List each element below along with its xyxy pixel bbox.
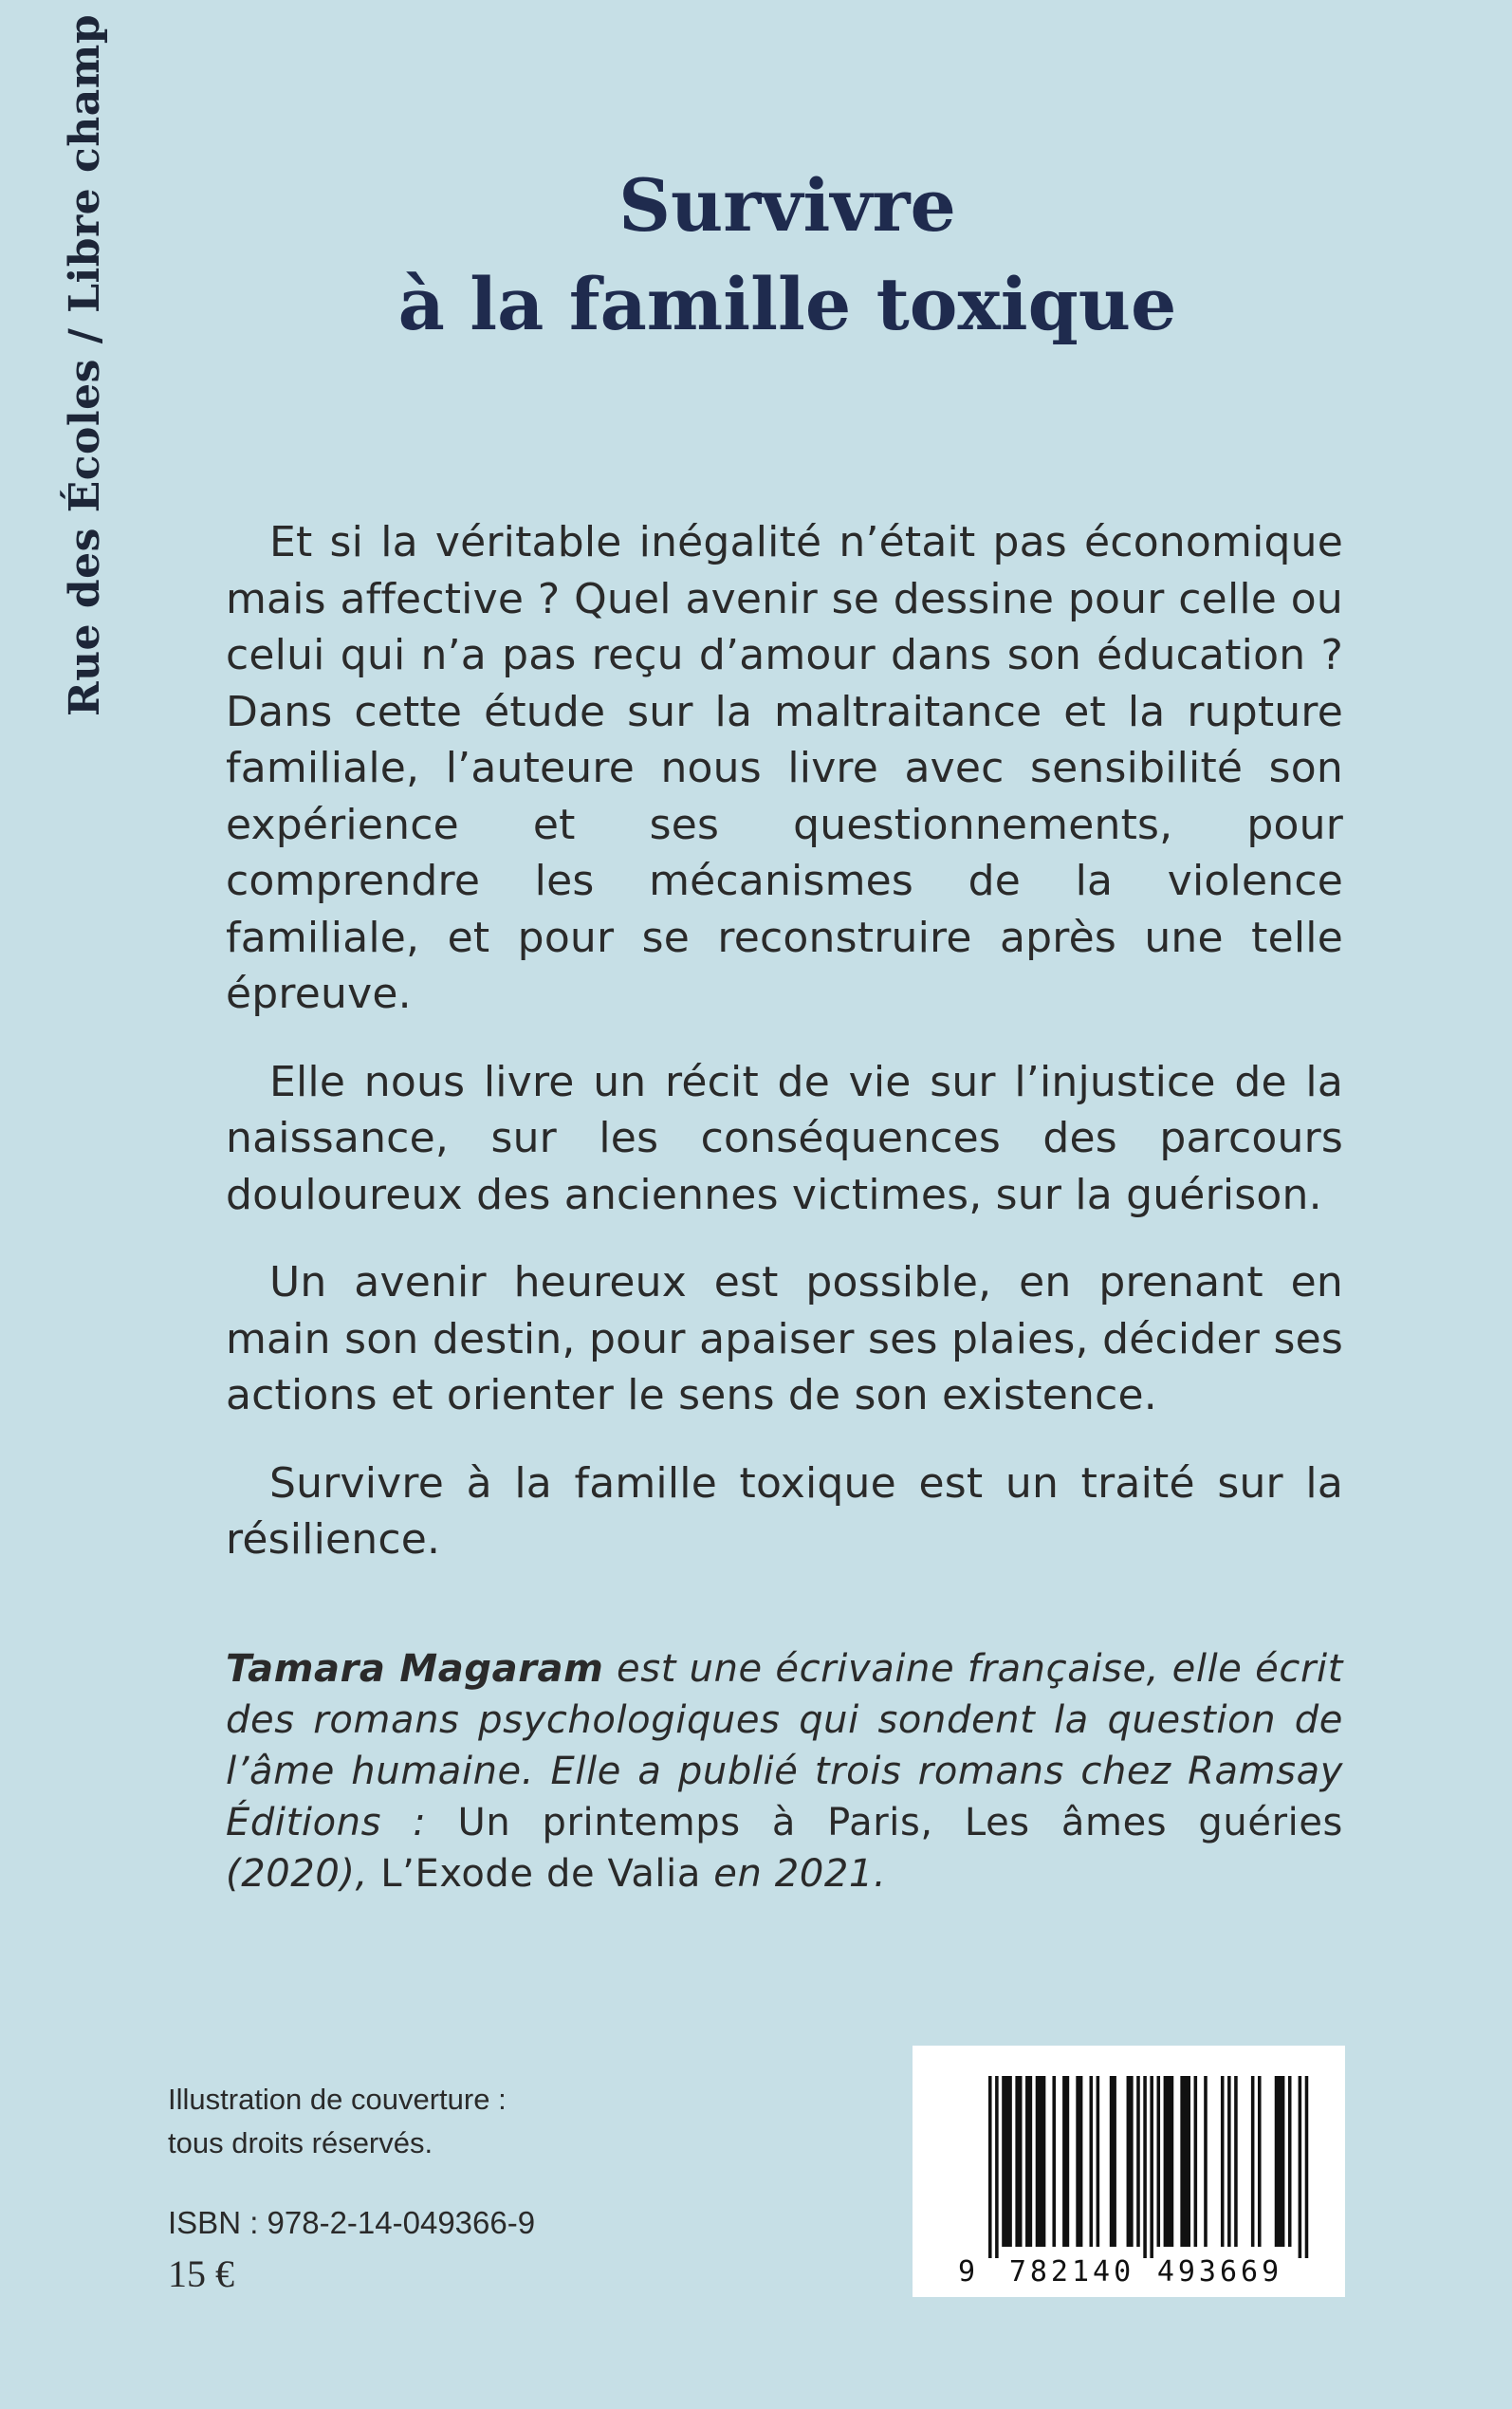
book-title xyxy=(313,157,1262,354)
summary-paragraph-4: Survivre à la famille toxique est un traité sur la résilience. xyxy=(226,1458,1343,1564)
barcode-bar xyxy=(1062,2076,1069,2247)
barcode-bar xyxy=(1299,2076,1302,2258)
barcode-bar xyxy=(1036,2076,1046,2247)
barcode-bar xyxy=(1136,2076,1140,2247)
barcode-bar xyxy=(1002,2076,1012,2247)
barcode-bar xyxy=(1288,2076,1292,2247)
barcode-bar xyxy=(1015,2076,1022,2247)
barcode-bar xyxy=(1025,2076,1032,2247)
barcode-bar xyxy=(1076,2076,1082,2247)
barcode-bar xyxy=(1180,2076,1190,2247)
title-line-1: Survivre xyxy=(618,163,956,248)
barcode-bar xyxy=(1194,2076,1198,2247)
barcode-bar xyxy=(1227,2076,1231,2247)
barcode-bar xyxy=(1150,2076,1153,2258)
author-bio-text: est une écrivaine française, elle écrit des romans psychologiques qui sondent la question de l’âme humaine. Elle a publié trois romans chez Ramsay Éditions : xyxy=(226,1647,1343,1844)
author-book-titles: Un printemps à Paris, Les âmes guéries xyxy=(457,1801,1343,1844)
barcode-bar xyxy=(1305,2076,1309,2258)
spine-series-label: Rue des Écoles / Libre champ xyxy=(61,13,109,716)
barcode-bar xyxy=(1097,2076,1100,2247)
barcode-bar xyxy=(1258,2076,1262,2247)
cover-credits xyxy=(168,2078,507,2165)
barcode-digits-left: 782140 xyxy=(1008,2255,1135,2289)
barcode-bars xyxy=(988,2076,1308,2258)
barcode-bar xyxy=(1204,2076,1208,2247)
barcode xyxy=(913,2046,1345,2297)
barcode-bar xyxy=(1090,2076,1094,2247)
barcode-bar xyxy=(1234,2076,1238,2247)
title-line-2: à la famille toxique xyxy=(397,262,1177,346)
price: 15 € xyxy=(168,2252,234,2295)
barcode-bar xyxy=(1275,2076,1285,2247)
author-book-year-2: en 2021. xyxy=(713,1852,887,1896)
barcode-bar xyxy=(1143,2076,1147,2258)
barcode-bar xyxy=(995,2076,999,2258)
barcode-bar xyxy=(1221,2076,1225,2247)
summary-text xyxy=(226,514,1343,1600)
author-name: Tamara Magaram xyxy=(226,1647,604,1691)
author-book-title-2: L’Exode de Valia xyxy=(380,1852,714,1896)
barcode-first-digit: 9 xyxy=(957,2255,976,2289)
barcode-bar xyxy=(1110,2076,1116,2247)
summary-paragraph-3: Un avenir heureux est possible, en prenant en main son destin, pour apaiser ses plaies, décider ses actions et orienter le sens de son existence. xyxy=(226,1258,1343,1419)
credits-line-2: tous droits réservés. xyxy=(168,2126,433,2159)
barcode-bar xyxy=(1157,2076,1161,2247)
barcode-bar xyxy=(1052,2076,1056,2247)
summary-paragraph-2: Elle nous livre un récit de vie sur l’injustice de la naissance, sur les conséquences des parcours douloureux des anciennes victimes, sur la guérison. xyxy=(226,1057,1343,1219)
isbn-number: ISBN : 978-2-14-049366-9 xyxy=(168,2205,536,2240)
barcode-bar xyxy=(1251,2076,1255,2247)
barcode-graphic xyxy=(913,2046,1345,2297)
author-book-year: (2020), xyxy=(226,1852,381,1896)
barcode-bar xyxy=(988,2076,992,2258)
author-bio xyxy=(226,1643,1343,1899)
summary-paragraph-1: Et si la véritable inégalité n’était pas économique mais affective ? Quel avenir se dessine pour celle ou celui qui n’a pas reçu d’amour dans son éducation ? Dans cette étude sur la maltraitance et la rupture familiale, l’auteure nous livre avec sensibilité son expérience et ses questionnements, pour comprendre les mécanismes de la violence familiale, et pour se reconstruire après une telle épreuve. xyxy=(226,518,1343,1018)
barcode-bar xyxy=(1164,2076,1174,2247)
barcode-bar xyxy=(1127,2076,1134,2247)
credits-line-1: Illustration de couverture : xyxy=(168,2083,507,2116)
barcode-digits-right: 493669 xyxy=(1156,2255,1283,2289)
